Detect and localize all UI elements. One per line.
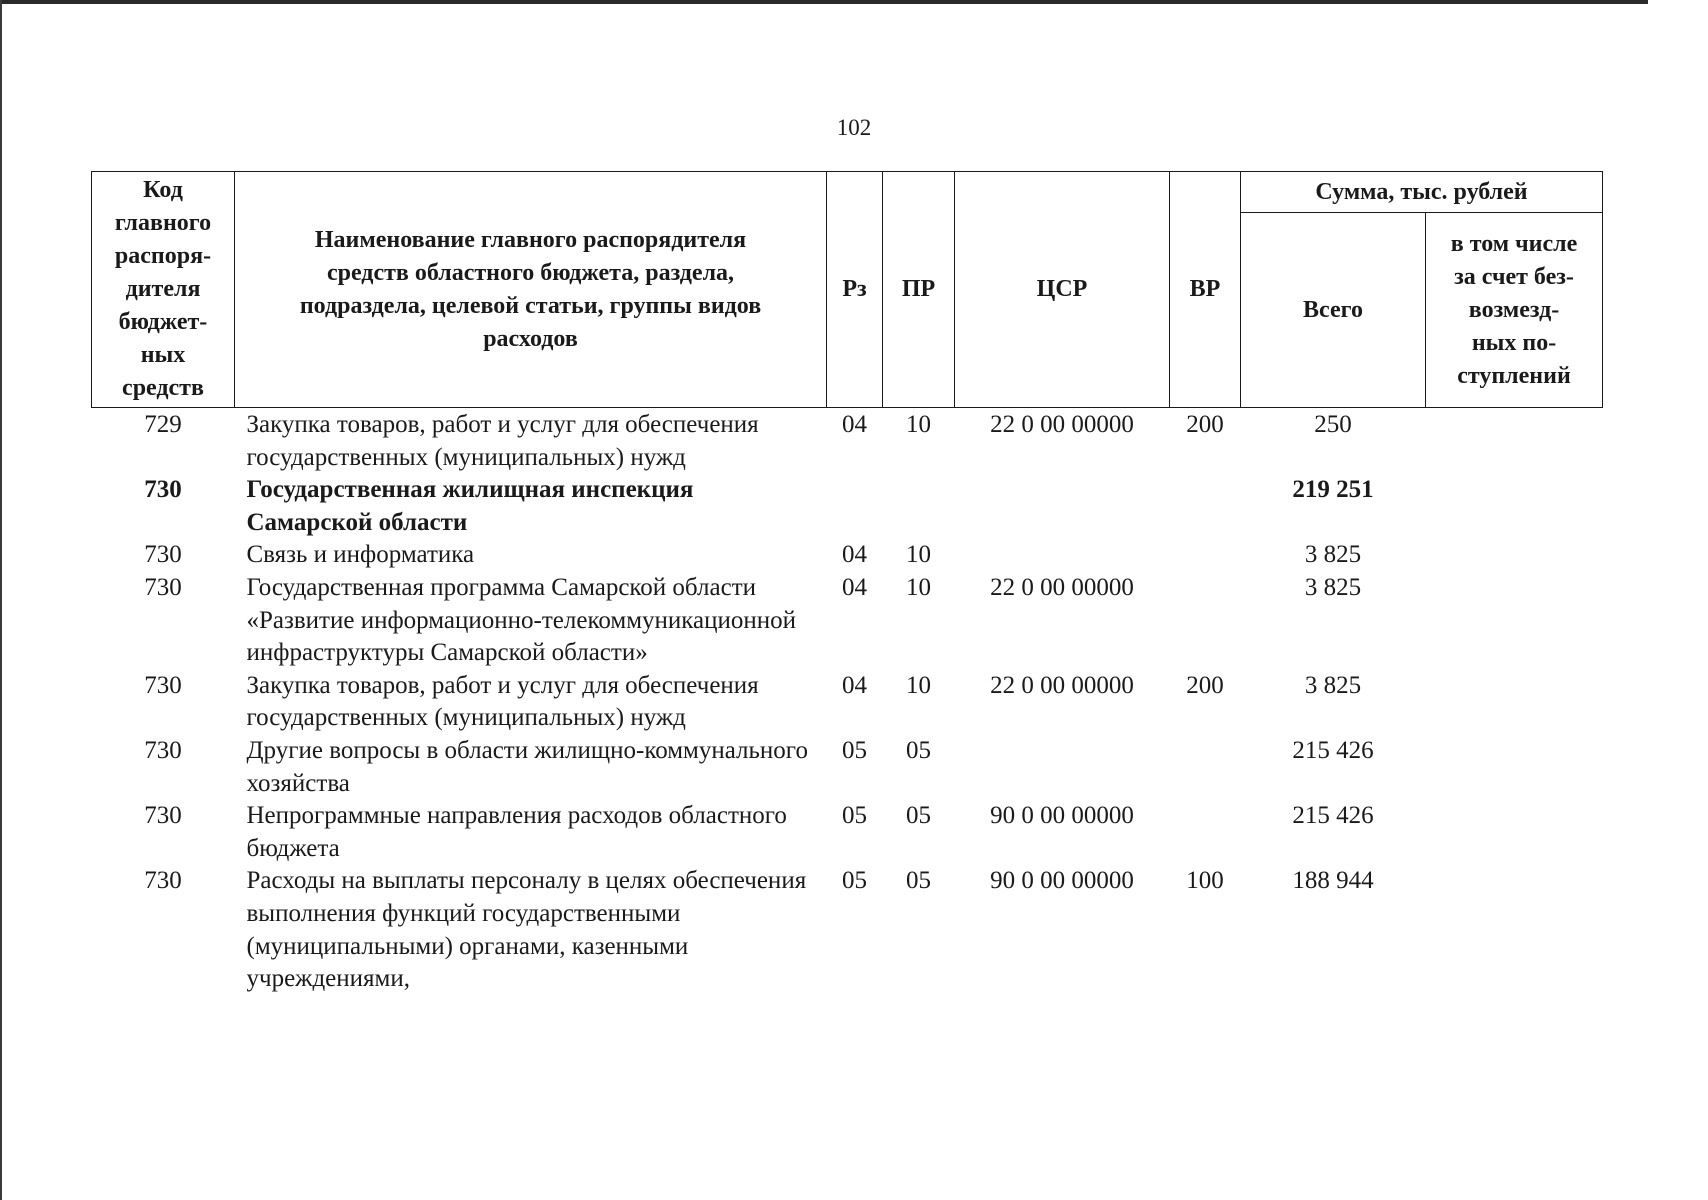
cell-vr: 200 <box>1186 671 1224 699</box>
cell-name: Государственная программа Самарской области «Развитие информационно-телекоммуникационной инфраструктуры Самарской области» <box>246 573 797 667</box>
table-row <box>92 670 1603 735</box>
header-total: Всего <box>1241 213 1426 408</box>
cell-total: 219 251 <box>1292 476 1374 504</box>
cell-free <box>1426 474 1603 539</box>
cell-rz: 05 <box>842 802 867 830</box>
cell-pr: 10 <box>906 411 931 438</box>
cell-csr: 22 0 00 00000 <box>990 671 1134 699</box>
cell-name: Другие вопросы в области жилищно-коммунального хозяйства <box>246 736 808 797</box>
cell-csr: 90 0 00 00000 <box>990 802 1134 830</box>
cell-pr: 10 <box>906 541 931 569</box>
table-row <box>92 539 1603 572</box>
cell-pr: 10 <box>906 671 931 699</box>
cell-total: 250 <box>1314 411 1352 438</box>
header-vr: ВР <box>1170 172 1241 408</box>
cell-name: Закупка товаров, работ и услуг для обеспечения государственных (муниципальных) нужд <box>246 671 759 732</box>
table-row <box>92 572 1603 670</box>
cell-free <box>1426 865 1603 995</box>
cell-total: 215 426 <box>1292 736 1374 764</box>
cell-vr: 200 <box>1186 411 1224 438</box>
cell-vr: 100 <box>1186 867 1224 895</box>
header-sum: Сумма, тыс. рублей <box>1241 172 1603 213</box>
cell-total: 3 825 <box>1304 573 1362 601</box>
cell-vr <box>1170 735 1241 800</box>
cell-pr: 10 <box>906 573 931 601</box>
cell-rz: 05 <box>842 736 867 764</box>
cell-csr <box>955 735 1170 800</box>
table-row <box>92 800 1603 865</box>
cell-free <box>1426 800 1603 865</box>
cell-code: 730 <box>144 867 182 895</box>
cell-csr <box>955 474 1170 539</box>
cell-code: 730 <box>144 541 182 569</box>
header-free: в том числе за счет без- возмезд- ных по- ступлений <box>1426 213 1603 408</box>
cell-name: Расходы на выплаты персоналу в целях обеспечения выполнения функций государственными (муниципальными) органами, казенными учреждениями, <box>246 867 807 993</box>
cell-vr <box>1170 474 1241 539</box>
header-rz: Рз <box>827 172 883 408</box>
cell-rz: 05 <box>842 867 867 895</box>
cell-free <box>1426 408 1603 475</box>
cell-total: 3 825 <box>1304 541 1362 569</box>
header-csr: ЦСР <box>955 172 1170 408</box>
page-left-border <box>0 0 2 1200</box>
header-name: Наименование главного распорядителя средств областного бюджета, раздела, подраздела, целевой статьи, группы видов расходов <box>235 172 827 408</box>
cell-vr <box>1170 572 1241 670</box>
cell-free <box>1426 539 1603 572</box>
page-number: 102 <box>836 115 872 140</box>
budget-table <box>91 171 1603 996</box>
cell-code: 730 <box>144 802 182 830</box>
cell-name: Закупка товаров, работ и услуг для обеспечения государственных (муниципальных) нужд <box>246 411 759 471</box>
cell-csr <box>955 539 1170 572</box>
cell-vr <box>1170 539 1241 572</box>
table-row <box>92 474 1603 539</box>
cell-rz: 04 <box>842 411 867 438</box>
header-code: Код главного распоря- дителя бюджет- ных средств <box>92 172 235 408</box>
cell-code: 730 <box>144 573 182 601</box>
cell-code: 730 <box>144 476 182 504</box>
cell-code: 729 <box>144 411 182 438</box>
cell-code: 730 <box>144 671 182 699</box>
cell-rz: 04 <box>842 573 867 601</box>
table-row <box>92 408 1603 475</box>
table-row <box>92 865 1603 995</box>
cell-name: Государственная жилищная инспекция Самарской области <box>246 476 694 536</box>
cell-vr <box>1170 800 1241 865</box>
cell-name: Непрограммные направления расходов областного бюджета <box>246 802 787 862</box>
cell-name: Связь и информатика <box>246 541 475 569</box>
cell-rz: 04 <box>842 671 867 699</box>
header-pr: ПР <box>883 172 955 408</box>
cell-free <box>1426 670 1603 735</box>
cell-pr: 05 <box>906 867 931 895</box>
cell-csr: 22 0 00 00000 <box>990 573 1134 601</box>
cell-csr: 90 0 00 00000 <box>990 867 1134 895</box>
cell-pr <box>883 474 955 539</box>
cell-rz <box>827 474 883 539</box>
cell-total: 3 825 <box>1304 671 1362 699</box>
cell-free <box>1426 735 1603 800</box>
budget-table-body <box>92 408 1603 996</box>
page-top-border <box>0 0 1648 4</box>
cell-csr: 22 0 00 00000 <box>990 411 1134 438</box>
cell-free <box>1426 572 1603 670</box>
table-row <box>92 735 1603 800</box>
cell-pr: 05 <box>906 802 931 830</box>
cell-pr: 05 <box>906 736 931 764</box>
cell-total: 215 426 <box>1292 802 1374 830</box>
cell-code: 730 <box>144 736 182 764</box>
cell-total: 188 944 <box>1292 867 1374 895</box>
cell-rz: 04 <box>842 541 867 569</box>
